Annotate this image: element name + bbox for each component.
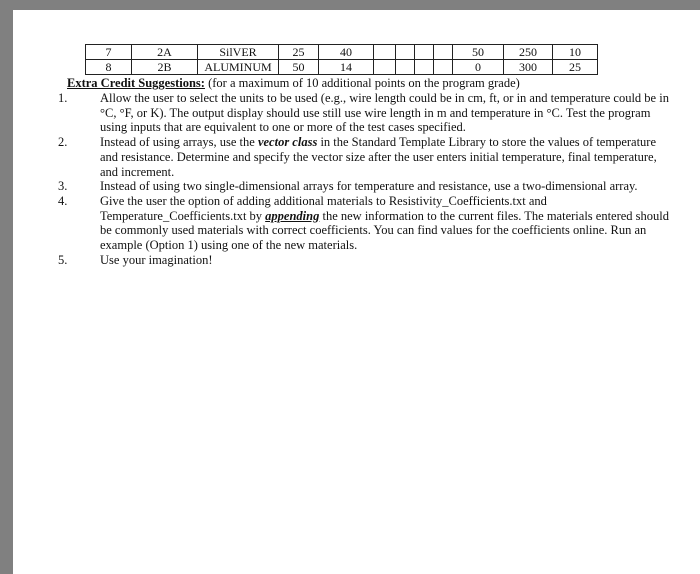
table-cell (415, 60, 434, 75)
table-cell: 25 (279, 45, 319, 60)
heading-note: (for a maximum of 10 additional points on the program grade) (204, 76, 520, 90)
table-cell (396, 45, 415, 60)
item-number: 2. (58, 135, 68, 150)
table-cell: ALUMINUM (198, 60, 279, 75)
table-cell (415, 45, 434, 60)
list-item (53, 179, 673, 194)
document-page (13, 10, 700, 574)
table-row (86, 60, 598, 75)
item-text: Instead of using two single-dimensional arrays for temperature and resistance, use a two-dimensional array. (100, 179, 638, 194)
table-cell (374, 45, 396, 60)
table-cell (434, 45, 453, 60)
item-text-before: Give the user the option of adding additional materials to Resistivity_Coefficients.txt and Temperature_Coefficients.txt by (100, 193, 547, 223)
item-number: 1. (58, 91, 68, 105)
item-text: Use your imagination! (100, 252, 213, 267)
table-cell: 10 (553, 45, 598, 60)
item-text-after: in the Standard Template Library to store the values of temperature and resistance. Determine and specify the vector size after the user enters initial temperature, final temperature, and increment. (100, 135, 657, 179)
table-cell: 40 (319, 45, 374, 60)
table-cell (396, 60, 415, 75)
table-cell (434, 60, 453, 75)
item-number: 3. (58, 179, 68, 194)
table-cell: 0 (453, 60, 504, 75)
table-cell: 2B (132, 60, 198, 75)
table-cell (374, 60, 396, 75)
item-text-before: Instead of using arrays, use the (100, 135, 258, 150)
heading-title: Extra Credit Suggestions: (67, 76, 205, 90)
table-cell: 300 (504, 60, 553, 75)
table-cell: 25 (553, 60, 598, 75)
list-item (53, 135, 673, 179)
table-cell: 2A (132, 45, 198, 60)
table-cell: 50 (453, 45, 504, 60)
table-cell: 7 (86, 45, 132, 60)
item-number: 4. (58, 193, 68, 208)
list-item (53, 194, 673, 253)
materials-table (85, 44, 598, 75)
table-cell: 250 (504, 45, 553, 60)
table-cell: SilVER (198, 45, 279, 60)
extra-credit-heading (67, 76, 520, 90)
item-emphasis: vector class (257, 135, 318, 150)
table-cell: 8 (86, 60, 132, 75)
list-item (53, 253, 673, 268)
table-row (86, 45, 598, 60)
table-cell: 14 (319, 60, 374, 75)
item-text: Allow the user to select the units to be used (e.g., wire length could be in cm, ft, or in and temperature could be in °C, °F, or K). The output display should use still use wire length in m and temperature in °C. Test the program using inputs that are equivalent to one or more of the test cases specified. (100, 91, 669, 135)
item-number: 5. (58, 252, 68, 267)
item-emphasis: appending (265, 208, 320, 223)
item-text-after: the new information to the current files. The materials entered should be commonly used materials with correct coefficients. You can find values for the coefficients online. Run an example (Option 1) using one of the new materials. (100, 208, 670, 253)
list-item (53, 91, 673, 135)
suggestions-list (53, 91, 673, 267)
table-cell: 50 (279, 60, 319, 75)
